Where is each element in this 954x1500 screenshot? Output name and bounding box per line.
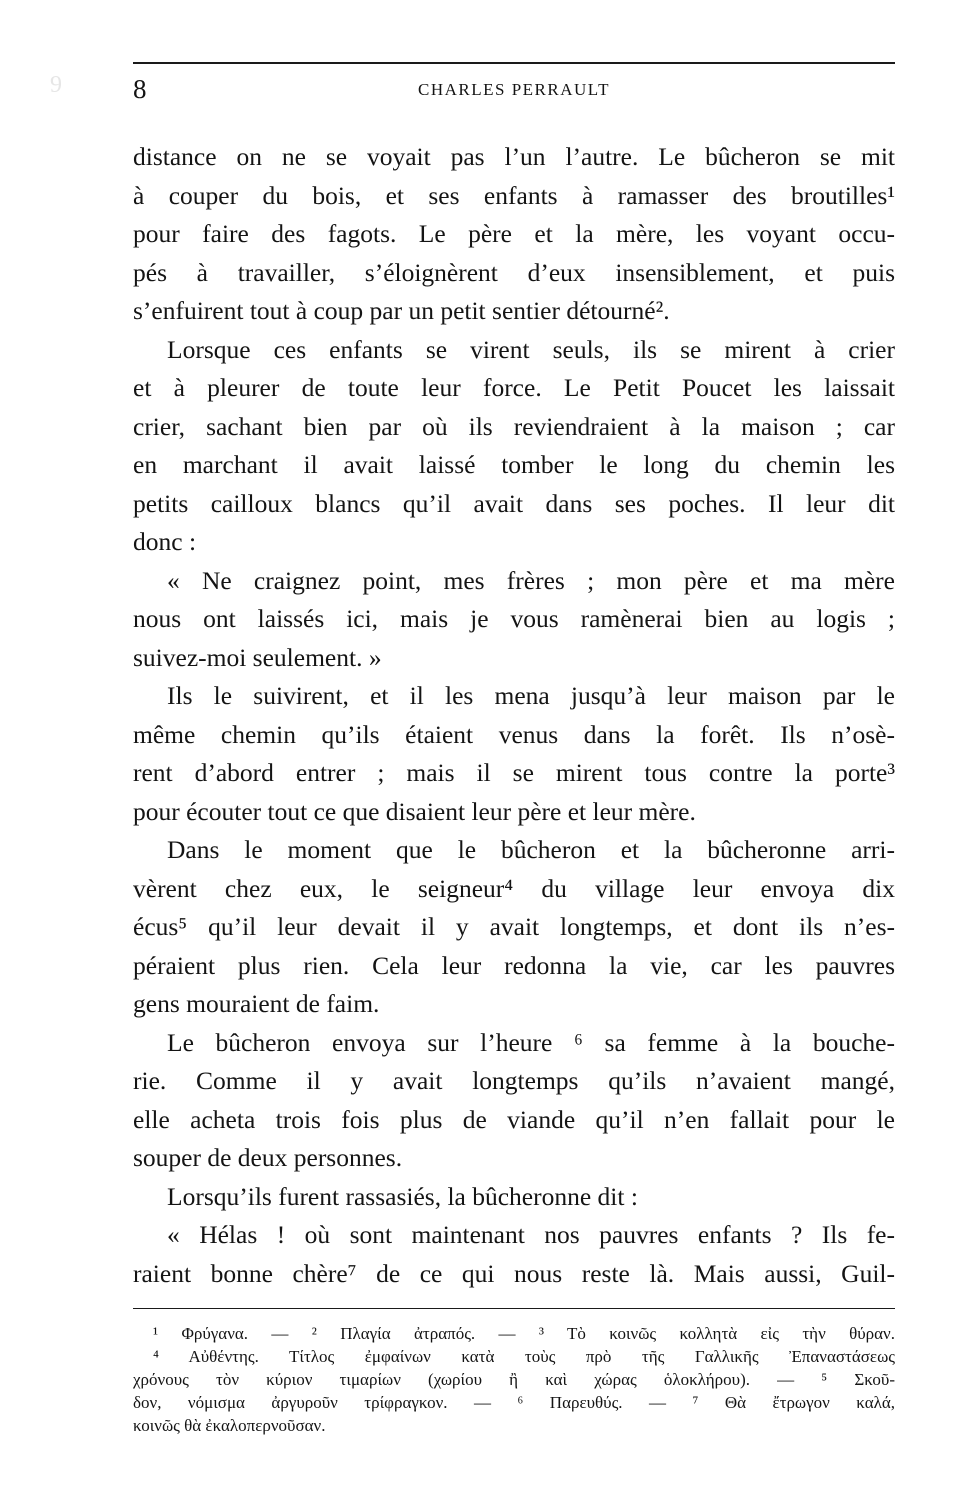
footnotes bbox=[133, 1322, 895, 1437]
text-line: écus⁵ qu’il leur devait il y avait longtemps, et dont ils n’es- bbox=[133, 912, 895, 941]
text-line: péraient plus rien. Cela leur redonna la vie, car les pauvres bbox=[133, 950, 895, 980]
text-line: nous ont laissés ici, mais je vous ramènerai bien au logis ; bbox=[133, 604, 895, 633]
text-line: distance on ne se voyait pas l’un l’autre. Le bûcheron se mit bbox=[133, 142, 895, 171]
footnote-rule bbox=[133, 1308, 895, 1309]
text-line: même chemin qu’ils étaient venus dans la forêt. Ils n’osè- bbox=[133, 719, 895, 749]
body-text bbox=[133, 138, 895, 1293]
footnote-line: δον, νόμισμα ἀργυροῦν τρίφραγκον. — ⁶ Παρευθύς. — ⁷ Θὰ ἔτρωγον καλά, bbox=[133, 1393, 895, 1412]
text-line: pés à travailler, s’éloignèrent d’eux insensiblement, et puis bbox=[133, 257, 895, 287]
footnote-line: ¹ Φρύγανα. — ² Πλαγία ἀτραπός. — ³ Τὸ κοινῶς κολλητὰ εἰς τὴν θύραν. bbox=[153, 1324, 895, 1343]
text-line: en marchant il avait laissé tomber le long du chemin les bbox=[133, 450, 895, 479]
text-line: crier, sachant bien par où ils reviendraient à la maison ; car bbox=[133, 411, 895, 441]
text-line: pour faire des fagots. Le père et la mère, les voyant occu- bbox=[133, 219, 895, 248]
footnote-line: χρόνους τὸν κύριον τιμαρίων (χωρίου ἢ καὶ χώρας ὁλοκλήρου). — ⁵ Σκοῦ- bbox=[133, 1370, 895, 1389]
running-head: CHARLES PERRAULT bbox=[418, 80, 610, 99]
text-line: Dans le moment que le bûcheron et la bûcheronne arri- bbox=[167, 835, 895, 864]
text-line: rent d’abord entrer ; mais il se mirent tous contre la porte³ bbox=[133, 758, 895, 787]
text-line: vèrent chez eux, le seigneur⁴ du village leur envoya dix bbox=[133, 873, 895, 903]
text-line: et à pleurer de toute leur force. Le Petit Poucet les laissait bbox=[133, 373, 895, 402]
header-rule bbox=[133, 62, 895, 64]
text-line: Lorsqu’ils furent rassasiés, la bûcheronne dit : bbox=[167, 1181, 638, 1211]
text-line: « Ne craignez point, mes frères ; mon père et ma mère bbox=[167, 565, 895, 595]
text-line: Ils le suivirent, et il les mena jusqu’à leur maison par le bbox=[167, 681, 895, 710]
text-line: donc : bbox=[133, 527, 197, 556]
text-line: souper de deux personnes. bbox=[133, 1143, 403, 1172]
text-line: s’enfuirent tout à coup par un petit sentier détourné². bbox=[133, 296, 670, 325]
footnote-line: κοινῶς θὰ ἐκαλοπερνοῦσαν. bbox=[133, 1416, 326, 1435]
text-line: rie. Comme il y avait longtemps qu’ils n’avaient mangé, bbox=[133, 1066, 895, 1095]
page-header bbox=[133, 74, 895, 104]
text-line: gens mouraient de faim. bbox=[133, 989, 380, 1018]
text-line: Lorsque ces enfants se virent seuls, ils se mirent à crier bbox=[167, 334, 895, 364]
text-line: à couper du bois, et ses enfants à ramasser des broutilles¹ bbox=[133, 180, 895, 210]
text-line: Le bûcheron envoya sur l’heure ⁶ sa femme à la bouche- bbox=[167, 1027, 895, 1057]
page-number: 8 bbox=[133, 74, 147, 104]
text-line: suivez-moi seulement. » bbox=[133, 642, 382, 672]
text-line: pour écouter tout ce que disaient leur père et leur mère. bbox=[133, 796, 696, 826]
text-line: raient bonne chère⁷ de ce qui nous reste là. Mais aussi, Guil- bbox=[133, 1258, 895, 1288]
text-line: elle acheta trois fois plus de viande qu’il n’en fallait pour le bbox=[133, 1104, 895, 1134]
text-line: petits cailloux blancs qu’il avait dans ses poches. Il leur dit bbox=[133, 488, 895, 518]
footnote-line: ⁴ Αὐθέντης. Τίτλος ἐμφαίνων κατὰ τοὺς πρὸ τῆς Γαλλικῆς Ἐπαναστάσεως bbox=[153, 1347, 895, 1366]
bleed-through-mark: 9 bbox=[50, 72, 62, 98]
text-line: « Hélas ! où sont maintenant nos pauvres enfants ? Ils fe- bbox=[167, 1220, 895, 1249]
